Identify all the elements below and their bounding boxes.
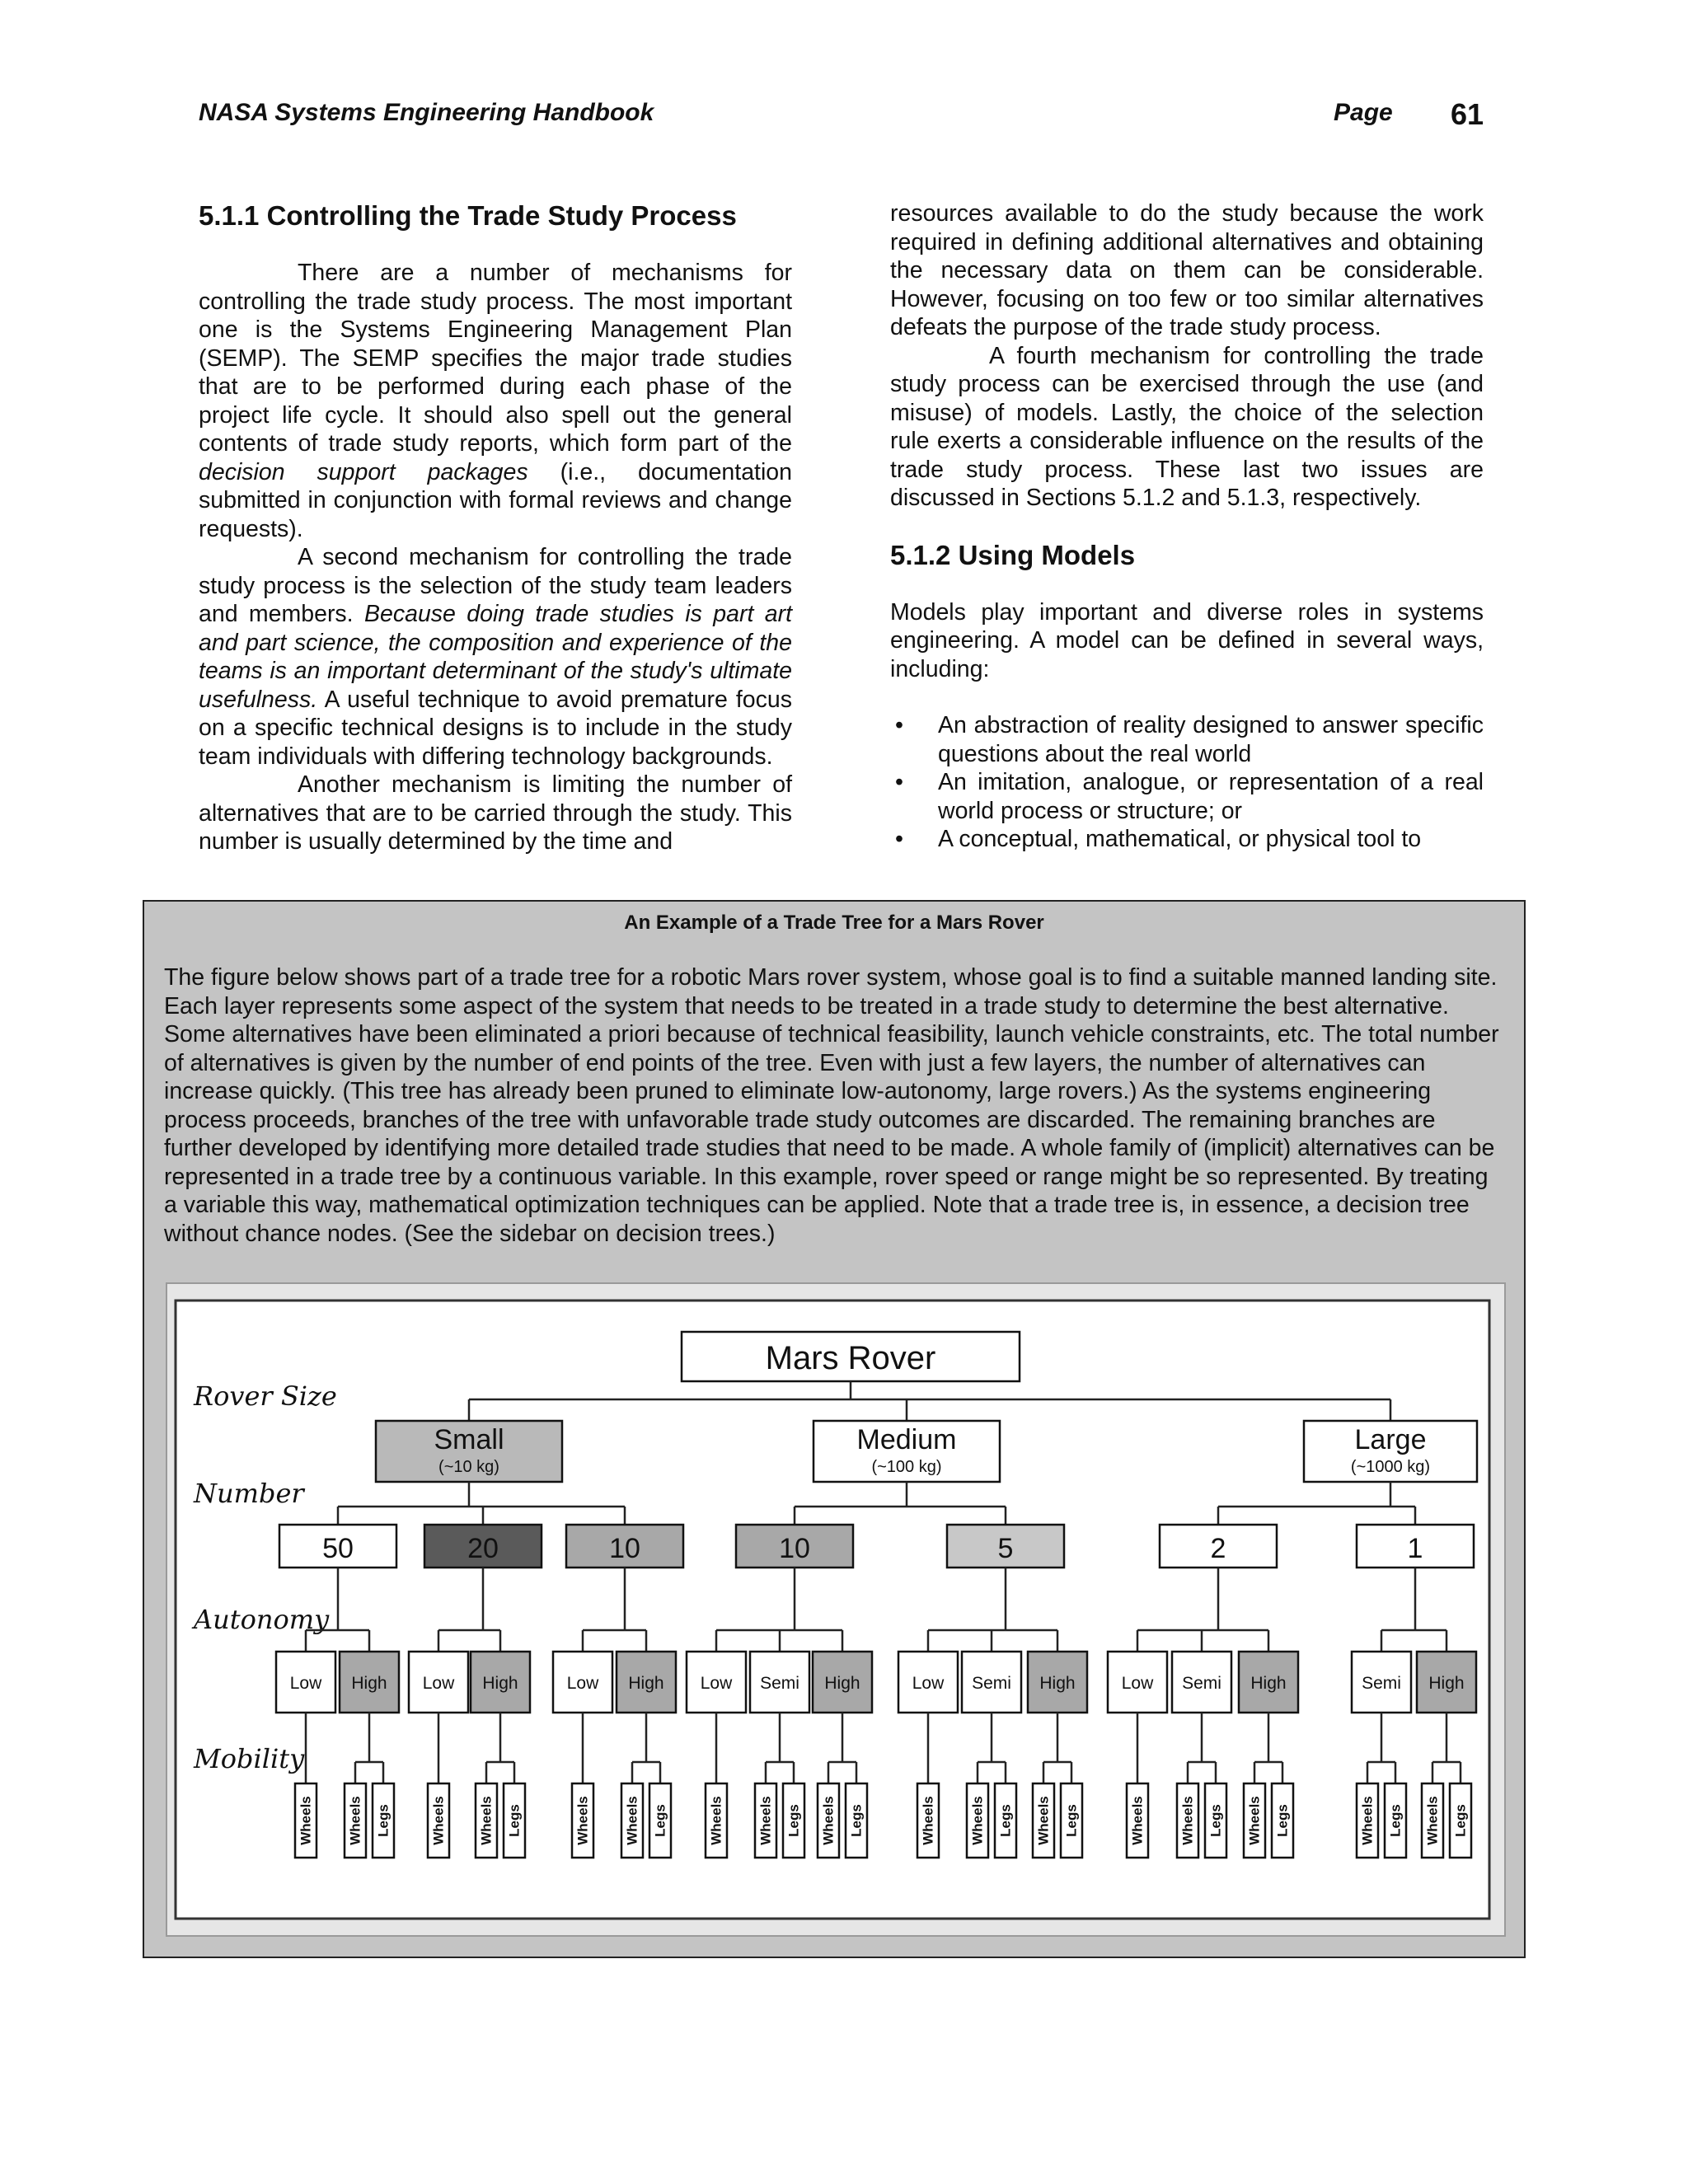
trade-tree-sidebar — [143, 900, 1526, 1958]
paragraph-team-emphasis: Because doing trade studies is part art and part science, the composition and experience of the teams is an important determinant of the study's ultimate usefulness. — [199, 601, 792, 713]
layer-label-autonomy: Autonomy — [194, 1604, 330, 1635]
trade-tree-figure — [166, 1282, 1506, 1937]
mobility-leaf-label: Wheels — [430, 1796, 447, 1845]
paragraph-models-intro: Models play important and diverse roles in systems engineering. A model can be defined in several ways, including: — [890, 598, 1484, 682]
autonomy-node-label: Low — [1121, 1674, 1154, 1693]
paragraph-semp — [199, 259, 792, 543]
list-item: • A conceptual, mathematical, or physical tool to — [890, 825, 1484, 854]
mobility-leaf-label: Wheels — [1129, 1796, 1146, 1845]
autonomy-node-label: Low — [422, 1674, 455, 1693]
running-header-title: NASA Systems Engineering Handbook — [199, 99, 654, 126]
mobility-leaf-label: Legs — [1063, 1804, 1080, 1837]
paragraph-resources-continued: resources available to do the study because the work required in defining additional alternatives and obtaining the necessary data on them can be considerable. However, focusing on too few or too similar alternatives defeats the purpose of the trade study process. — [890, 200, 1484, 340]
root-node-label: Mars Rover — [765, 1340, 936, 1376]
autonomy-node-label: High — [628, 1674, 664, 1693]
number-node-label: 50 — [322, 1533, 354, 1564]
mobility-leaf-label: Legs — [1452, 1804, 1469, 1837]
mobility-leaf-label: Wheels — [1246, 1796, 1263, 1845]
mobility-leaf-label: Wheels — [1359, 1796, 1376, 1845]
mobility-leaf-label: Wheels — [298, 1796, 314, 1845]
autonomy-node-label: High — [824, 1674, 860, 1693]
autonomy-node-label: Semi — [1182, 1674, 1221, 1693]
list-item: • An imitation, analogue, or representation of a real world process or structure; or — [890, 768, 1484, 825]
autonomy-node-label: Low — [289, 1674, 322, 1693]
section-heading-5-1-2: 5.1.2 Using Models — [890, 539, 1136, 570]
size-node-label: Small — [434, 1424, 504, 1455]
mobility-leaf-label: Wheels — [757, 1796, 774, 1845]
autonomy-node-label: Low — [566, 1674, 599, 1693]
mobility-leaf-label: Wheels — [1179, 1796, 1196, 1845]
number-node-label: 10 — [779, 1533, 810, 1564]
decision-support-packages-term: decision support packages — [199, 458, 528, 485]
mobility-leaf-label: Wheels — [1035, 1796, 1052, 1845]
autonomy-node-label: High — [1039, 1674, 1076, 1693]
mobility-leaf-label: Legs — [848, 1804, 865, 1837]
mobility-leaf-label: Wheels — [920, 1796, 936, 1845]
trade-tree-diagram — [167, 1284, 1504, 1935]
sidebar-text: The figure below shows part of a trade tree for a robotic Mars rover system, whose goal is to find a suitable manned landing site. Each layer represents some aspect of the system that needs to be treated in a trade study to determine the best alternative. Some alternatives have been eliminated a priori because of technical feasibility, launch vehicle constraints, etc. The total number of alternatives is given by the number of end points of the tree. Even with just a few layers, the number of alternatives can increase quickly. (This tree has already been pruned to eliminate low-autonomy, large rovers.) As the systems engineering process proceeds, branches of the tree with unfavorable trade study outcomes are discarded. The remaining branches are further developed by identifying more detailed trade studies that need to be made. A whole family of (implicit) alternatives can be represented in a trade tree by a continuous variable. In this example, rover speed or range might be so represented. By treating a variable this way, mathematical optimization techniques can be applied. Note that a trade tree is, in essence, a decision tree without chance nodes. (See the sidebar on decision trees.) — [164, 964, 1499, 1247]
mobility-leaf-label: Wheels — [478, 1796, 495, 1845]
number-node-label: 1 — [1407, 1533, 1423, 1564]
mobility-leaf-label: Legs — [375, 1804, 392, 1837]
layer-label-mobility: Mobility — [194, 1743, 305, 1774]
mobility-leaf-label: Legs — [652, 1804, 668, 1837]
mobility-leaf-label: Legs — [1387, 1804, 1404, 1837]
number-node-label: 20 — [467, 1533, 499, 1564]
mobility-leaf-label: Legs — [506, 1804, 523, 1837]
mobility-leaf-label: Wheels — [820, 1796, 837, 1845]
size-node-weight: (~1000 kg) — [1350, 1458, 1431, 1476]
paragraph-team-selection — [199, 543, 792, 771]
page-number: 61 — [1451, 97, 1484, 131]
size-node-weight: (~100 kg) — [871, 1458, 942, 1476]
autonomy-node-label: Low — [912, 1674, 945, 1693]
autonomy-node-label: High — [482, 1674, 518, 1693]
layer-label-rover-size: Rover Size — [194, 1380, 337, 1412]
size-node-weight: (~10 kg) — [438, 1458, 499, 1476]
mobility-leaf-label: Wheels — [1424, 1796, 1441, 1845]
mobility-leaf-label: Legs — [1274, 1804, 1291, 1837]
mobility-leaf-label: Legs — [997, 1804, 1014, 1837]
autonomy-node-label: Semi — [972, 1674, 1011, 1693]
sidebar-title: An Example of a Trade Tree for a Mars Rover — [624, 912, 1044, 934]
model-definitions-list — [890, 711, 1484, 854]
size-node-label: Medium — [856, 1424, 957, 1455]
mobility-leaf-label: Legs — [785, 1804, 802, 1837]
mobility-leaf-label: Wheels — [969, 1796, 986, 1845]
mobility-leaf-label: Legs — [1207, 1804, 1224, 1837]
number-node-label: 2 — [1210, 1533, 1226, 1564]
section-heading-5-1-1: 5.1.1 Controlling the Trade Study Process — [199, 200, 737, 231]
mobility-leaf-label: Wheels — [347, 1796, 363, 1845]
number-node-label: 5 — [997, 1533, 1014, 1564]
autonomy-node-label: High — [1250, 1674, 1287, 1693]
autonomy-node-label: High — [1428, 1674, 1465, 1693]
left-column — [199, 199, 792, 856]
paragraph-semp-end: (i.e., documentation submitted in conjunction with formal reviews and change requests). — [199, 458, 793, 542]
paragraph-team-end: A useful technique to avoid premature focus on a specific technical designs is to include in the study team individuals with differing technology backgrounds. — [199, 686, 792, 770]
paragraph-limit-alternatives: Another mechanism is limiting the number of alternatives that are to be carried through the study. This number is usually determined by the time and — [199, 771, 792, 855]
list-item: • An abstraction of reality designed to answer specific questions about the real world — [890, 711, 1484, 768]
autonomy-node-label: Low — [700, 1674, 733, 1693]
autonomy-node-label: Semi — [1362, 1674, 1401, 1693]
paragraph-semp-text: There are a number of mechanisms for controlling the trade study process. The most important one is the Systems Engineering Management Plan (SEMP). The SEMP specifies the major trade studies that are to be performed during each phase of the project life cycle. It should also spell out the general contents of trade study reports, which form part of the — [199, 260, 792, 457]
autonomy-node-label: High — [351, 1674, 387, 1693]
page-label: Page — [1334, 99, 1393, 126]
mobility-leaf-label: Wheels — [708, 1796, 724, 1845]
right-column — [890, 199, 1484, 854]
mobility-leaf-label: Wheels — [624, 1796, 640, 1845]
number-node-label: 10 — [609, 1533, 640, 1564]
mobility-leaf-label: Wheels — [574, 1796, 591, 1845]
layer-label-number: Number — [194, 1478, 304, 1509]
paragraph-fourth-mechanism: A fourth mechanism for controlling the trade study process can be exercised through the use (and misuse) of models. Lastly, the choice of the selection rule exerts a considerable influence on the results of the trade study process. These last two issues are discussed in Sections 5.1.2 and 5.1.3, respectively. — [890, 342, 1484, 511]
size-node-label: Large — [1354, 1424, 1427, 1455]
paragraph-team-text: A second mechanism for controlling the trade study process is the selection of the study team leaders and members. — [199, 544, 792, 627]
autonomy-node-label: Semi — [760, 1674, 799, 1693]
